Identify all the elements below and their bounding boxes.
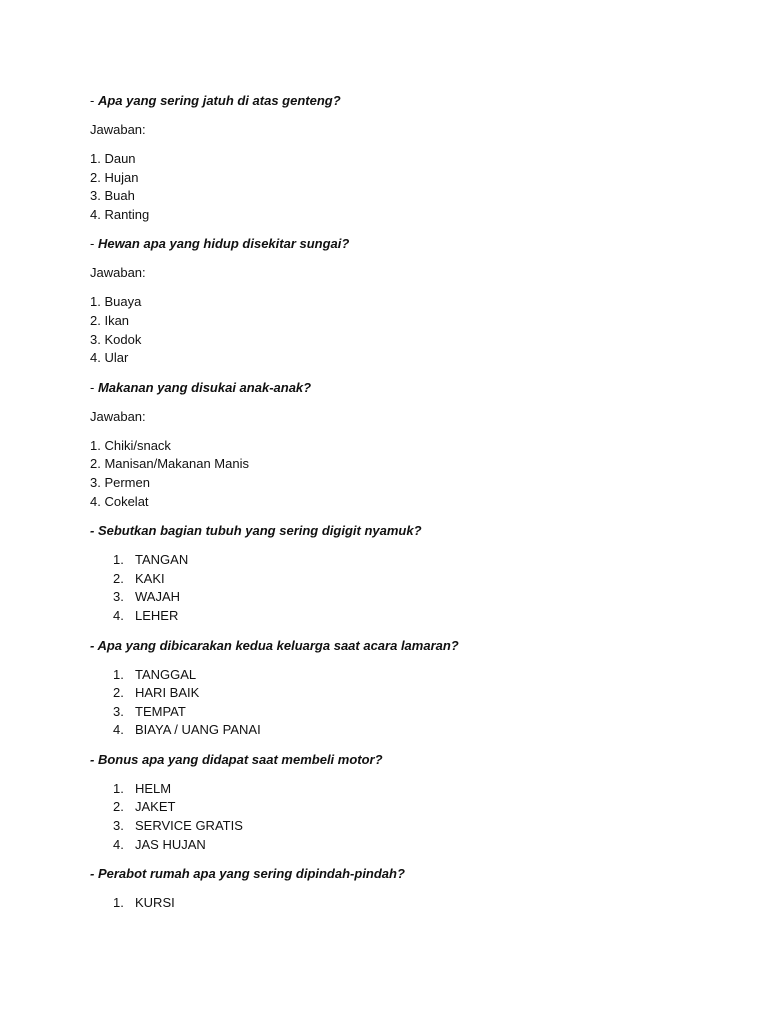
question-text: - Sebutkan bagian tubuh yang sering digigit nyamuk? — [90, 523, 422, 539]
list-text: BIAYA / UANG PANAI — [135, 722, 261, 738]
list-text: HARI BAIK — [135, 685, 200, 701]
list-item: 4. Ular — [90, 350, 129, 366]
list-item — [90, 721, 710, 740]
answer-list-3 — [90, 437, 710, 511]
answer-list-5 — [90, 666, 710, 740]
list-number: 1. — [113, 780, 124, 796]
list-item: 2. Hujan — [90, 169, 139, 185]
question-prefix: - — [90, 379, 98, 395]
answer-list-1 — [90, 150, 710, 224]
list-number: 1. — [113, 552, 124, 568]
list-text: WAJAH — [135, 589, 181, 605]
list-number: 4. — [113, 836, 124, 852]
list-item: 3. Permen — [90, 474, 150, 490]
question-2 — [90, 235, 710, 253]
list-number: 2. — [113, 685, 124, 701]
list-number: 1. — [113, 666, 124, 682]
list-item — [90, 666, 710, 685]
list-text: TANGGAL — [135, 666, 197, 682]
list-text: TEMPAT — [135, 703, 186, 719]
list-text: KURSI — [135, 895, 175, 911]
list-item: 4. Cokelat — [90, 493, 149, 509]
list-number: 2. — [113, 570, 124, 586]
list-item: 2. Manisan/Makanan Manis — [90, 456, 249, 472]
list-item: 2. Ikan — [90, 312, 130, 328]
question-1 — [90, 92, 710, 110]
list-item: 3. Kodok — [90, 331, 142, 347]
question-text: - Bonus apa yang didapat saat membeli motor? — [90, 751, 383, 767]
list-item — [90, 607, 710, 626]
question-3 — [90, 379, 710, 397]
list-item: 3. Buah — [90, 188, 135, 204]
list-number: 2. — [113, 799, 124, 815]
list-text: LEHER — [135, 607, 179, 623]
list-number: 4. — [113, 722, 124, 738]
question-text: - Perabot rumah apa yang sering dipindah-pindah? — [90, 866, 405, 882]
list-text: KAKI — [135, 570, 165, 586]
list-item — [90, 894, 710, 913]
question-text: Hewan apa yang hidup disekitar sungai? — [97, 236, 350, 252]
answer-label: Jawaban: — [90, 408, 146, 424]
document-page — [90, 92, 710, 924]
question-4 — [90, 522, 710, 540]
question-text: - Apa yang dibicarakan kedua keluarga saat acara lamaran? — [90, 637, 459, 653]
list-text: JAS HUJAN — [135, 836, 206, 852]
list-number: 4. — [113, 607, 124, 623]
answer-list-2 — [90, 293, 710, 367]
list-number: 3. — [113, 589, 124, 605]
list-item — [90, 798, 710, 817]
question-text: Makanan yang disukai anak-anak? — [97, 379, 312, 395]
list-item — [90, 817, 710, 836]
list-text: TANGAN — [135, 552, 189, 568]
list-item — [90, 570, 710, 589]
list-number: 1. — [113, 895, 124, 911]
question-prefix: - — [90, 93, 98, 108]
question-text: Apa yang sering jatuh di atas genteng? — [97, 93, 341, 108]
question-prefix: - — [90, 236, 98, 252]
answer-list-4 — [90, 551, 710, 625]
answer-label: Jawaban: — [90, 122, 146, 137]
list-item — [90, 588, 710, 607]
list-item — [90, 703, 710, 722]
question-6 — [90, 751, 710, 769]
list-item — [90, 684, 710, 703]
list-item: 1. Daun — [90, 151, 136, 166]
question-7 — [90, 865, 710, 883]
list-number: 3. — [113, 703, 124, 719]
list-number: 3. — [113, 818, 124, 834]
list-item — [90, 551, 710, 570]
answer-label: Jawaban: — [90, 265, 146, 281]
list-item: 1. Chiki/snack — [90, 437, 171, 453]
list-item — [90, 780, 710, 799]
answer-list-6 — [90, 780, 710, 854]
list-text: SERVICE GRATIS — [135, 818, 243, 834]
list-text: HELM — [135, 780, 172, 796]
list-text: JAKET — [135, 799, 176, 815]
list-item: 4. Ranting — [90, 206, 150, 222]
list-item — [90, 836, 710, 855]
question-5 — [90, 637, 710, 655]
list-item: 1. Buaya — [90, 294, 142, 310]
answer-list-7 — [90, 894, 710, 913]
